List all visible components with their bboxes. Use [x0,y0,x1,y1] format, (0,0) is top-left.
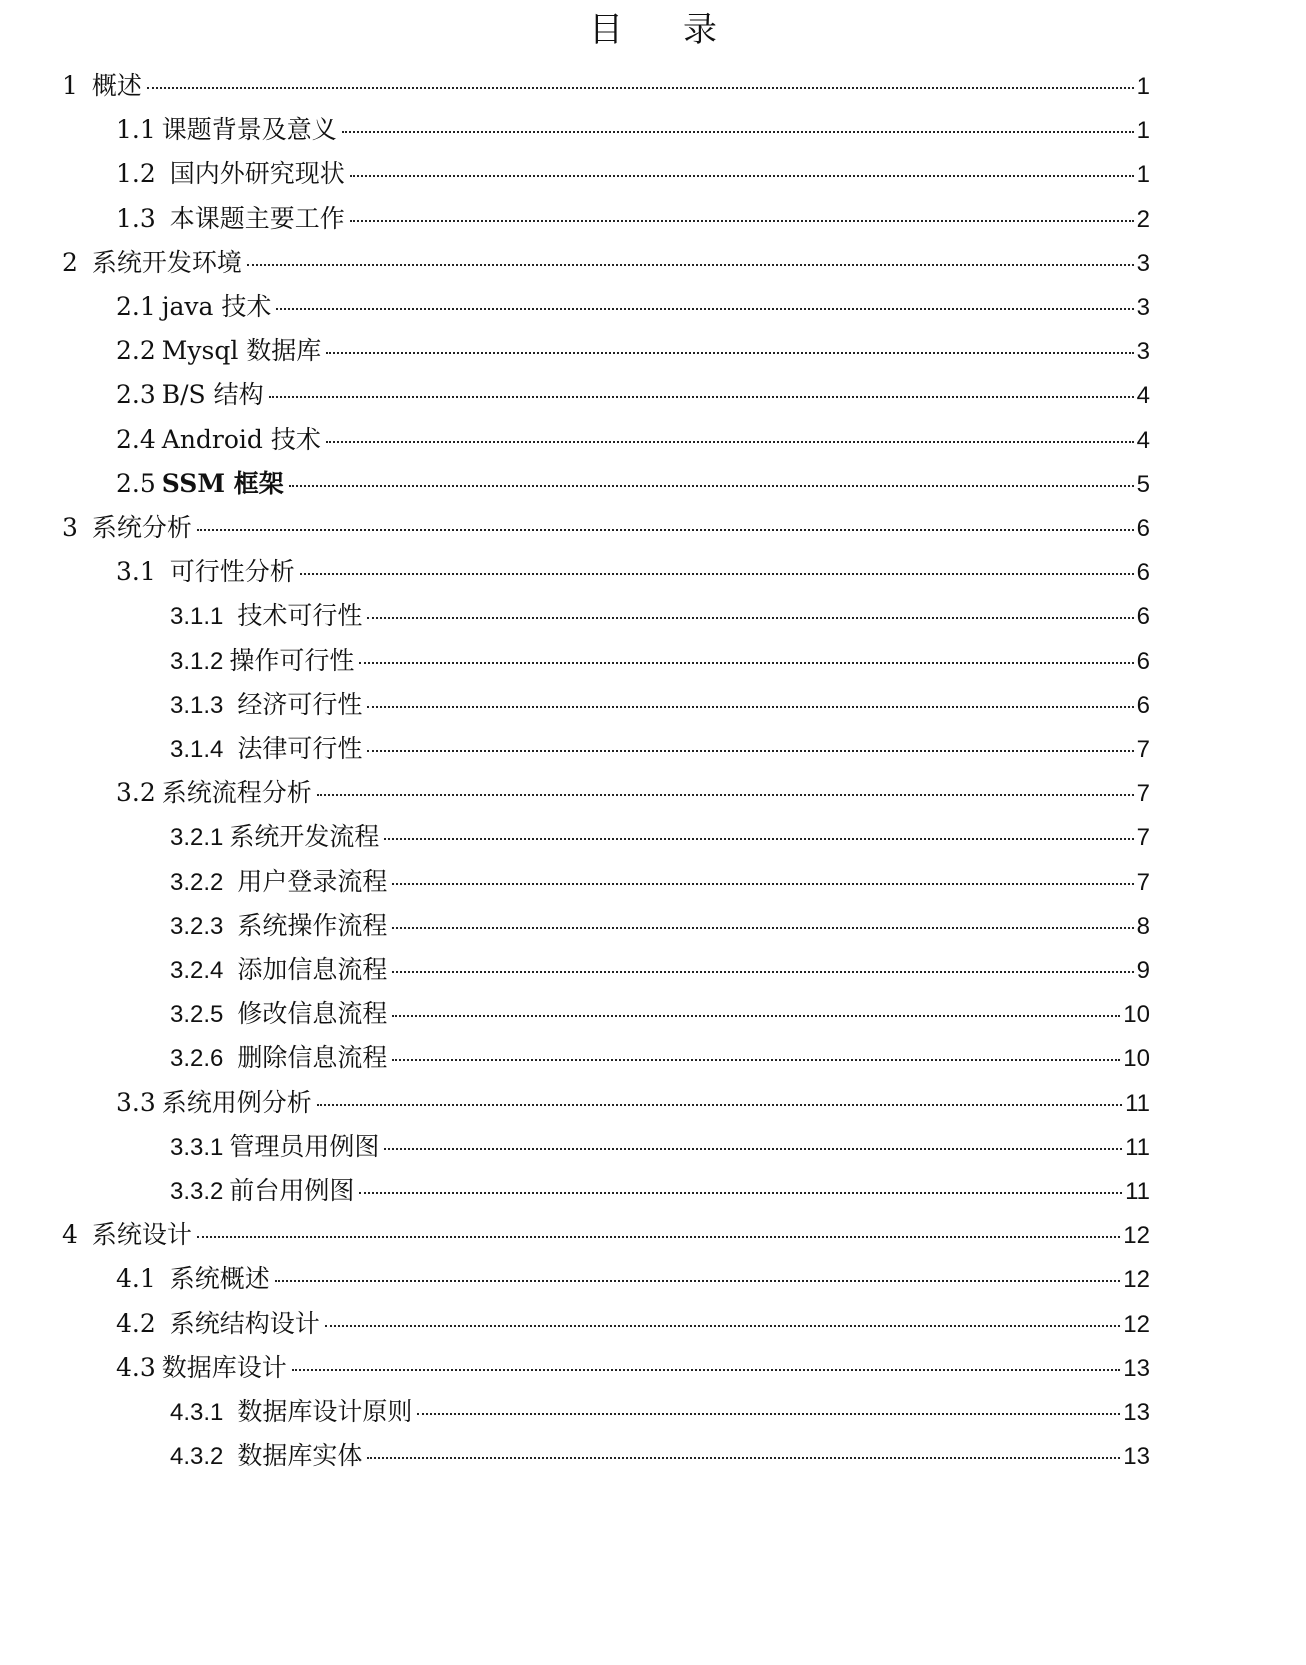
toc-entry-label [170,950,387,991]
toc-entry-text: 经济可行性 [237,689,363,719]
toc-entry-label [170,994,387,1035]
toc-entry-page-number: 6 [1136,559,1150,587]
toc-entry-text: 系统流程分析 [161,778,312,808]
dot-leader [147,87,1134,89]
toc-entry-label [116,1304,320,1344]
dot-leader [247,264,1134,266]
toc-entry-text: Mysql 数据库 [161,336,322,366]
toc-entry-number: 2.5 [116,468,156,498]
toc-entry-label [116,464,284,504]
dot-leader [367,706,1133,708]
toc-entry-page-number: 12 [1123,1310,1150,1338]
toc-entry-number: 3.3 [116,1087,156,1117]
title-char-left: 目 [589,10,623,50]
toc-entry-page-number: 1 [1136,117,1150,145]
dot-leader [350,175,1134,177]
toc-entry-page-number: 1 [1136,161,1150,189]
toc-entry-number: 3.2.5 [170,1001,224,1029]
toc-entry-number: 3.2.1 [170,824,224,852]
toc-entry-label [170,862,387,903]
toc-entry[interactable] [116,375,1150,415]
toc-entry[interactable] [116,199,1150,239]
toc-entry[interactable] [116,1304,1150,1344]
toc-entry-number: 2.4 [116,424,156,454]
toc-entry-label [116,331,321,371]
toc-entry-label [62,66,142,106]
toc-entry-number: 3.2.4 [170,957,224,984]
dot-leader [417,1413,1120,1415]
dot-leader [292,1369,1121,1371]
toc-entry-text: java 技术 [161,292,272,321]
toc-entry-label [170,906,387,947]
toc-entry-text: 数据库实体 [237,1441,363,1471]
toc-entry-page-number: 4 [1136,426,1150,454]
toc-entry-page-number: 4 [1136,382,1150,410]
toc-entry-text: 技术可行性 [237,601,363,631]
toc-entry-page-number: 3 [1136,249,1150,277]
toc-entry-page-number: 7 [1136,824,1150,852]
toc-entry-label [62,508,192,548]
toc-entry-number: 4.3.1 [170,1399,224,1426]
toc-entry[interactable] [62,508,1150,548]
dot-leader [350,220,1134,222]
toc-entry-text: 数据库设计 [161,1352,287,1382]
toc-entry-number: 3.3.2 [170,1178,224,1205]
toc-entry-number: 1.1 [116,115,156,145]
dot-leader [359,1192,1122,1194]
toc-entry-number: 1.3 [116,203,156,233]
dot-leader [317,794,1134,796]
toc-entry-number: 3.1.3 [170,691,224,719]
toc-entry-page-number: 12 [1123,1266,1150,1294]
toc-entry[interactable] [170,1127,1150,1167]
toc-entry[interactable] [170,1038,1150,1078]
toc-entry-text: 国内外研究现状 [169,159,345,189]
toc-entry-page-number: 7 [1136,780,1150,808]
toc-entry-number: 2 [62,247,78,277]
dot-leader [342,131,1134,133]
toc-entry[interactable] [170,817,1150,857]
toc-entry-text: 系统操作流程 [237,910,388,940]
toc-entry-text: 系统用例分析 [161,1087,312,1117]
toc-entry-label [170,1436,362,1477]
toc-entry[interactable] [116,464,1150,504]
title-char-right: 录 [683,10,717,50]
toc-entry-number: 1.2 [116,159,156,189]
toc-entry-text: 本课题主要工作 [169,203,345,233]
toc-entry-number: 3.3.1 [170,1133,224,1161]
dot-leader [392,1059,1120,1061]
toc-entry-label [170,729,362,770]
toc-entry[interactable] [116,287,1150,327]
toc-entry-text: 法律可行性 [237,734,363,763]
dot-leader [325,1325,1121,1327]
toc-entry-text: 可行性分析 [169,557,295,587]
toc-entry-number: 3.1 [116,557,156,587]
toc-entry-label [170,596,362,637]
toc-entry[interactable] [170,685,1150,725]
toc-entry-page-number: 10 [1123,1001,1150,1029]
toc-entry[interactable] [116,773,1150,813]
dot-leader [300,573,1134,575]
dot-leader [269,396,1134,398]
toc-entry-page-number: 3 [1136,338,1150,366]
toc-entry-number: 2.3 [116,380,156,410]
toc-entry[interactable] [170,729,1150,769]
toc-entry[interactable] [170,596,1150,636]
dot-leader [392,971,1133,973]
toc-entry-number: 3.2.6 [170,1045,224,1073]
toc-entry[interactable] [170,1171,1150,1211]
toc-entry-text: 操作可行性 [229,645,355,675]
toc-entry-number: 2.1 [116,292,156,321]
toc-entry-text: 课题背景及意义 [161,115,337,145]
toc-entry-page-number: 8 [1136,912,1150,940]
toc-entry-label [170,685,362,726]
dot-leader [384,1148,1122,1150]
toc-entry-page-number: 5 [1136,470,1150,498]
dot-leader [289,485,1134,487]
toc-entry-text: 系统开发流程 [229,822,380,852]
toc-entry-page-number: 13 [1123,1443,1150,1471]
toc-entry-text: 删除信息流程 [237,1043,388,1073]
toc-entry-page-number: 7 [1136,736,1150,763]
toc-entry-text: B/S 结构 [161,380,264,410]
toc-entry-text: SSM 框架 [161,468,284,498]
toc-entry-text: 系统分析 [91,513,192,542]
toc-entry-page-number: 6 [1136,691,1150,719]
toc-entry[interactable] [170,906,1150,946]
toc-entry-page-number: 10 [1123,1045,1150,1073]
toc-entry-page-number: 12 [1123,1222,1150,1250]
toc-entry[interactable] [116,1259,1150,1299]
toc-entry-label [170,1038,387,1079]
toc-entry-page-number: 9 [1136,957,1150,984]
toc-entry-page-number: 6 [1136,647,1150,675]
toc-entry-label [116,1348,287,1388]
toc-entry[interactable] [116,552,1150,592]
dot-leader [367,617,1133,619]
toc-entry-label [116,773,312,813]
toc-entry-number: 3 [62,513,78,542]
toc-entry[interactable] [170,950,1150,990]
dot-leader [276,308,1133,310]
toc-entry[interactable] [170,994,1150,1034]
toc-entry-text: 概述 [91,71,142,100]
toc-entry-label [170,817,379,858]
toc-entry-number: 1 [62,71,78,100]
toc-entry-page-number: 6 [1136,603,1150,631]
toc-entry-number: 3.2 [116,778,156,808]
toc-entry-text: 修改信息流程 [237,999,388,1029]
toc-entry-label [116,199,345,239]
toc-entry-page-number: 13 [1123,1354,1150,1382]
dot-leader [392,1015,1120,1017]
toc-entry-page-number: 2 [1136,205,1150,233]
toc-entry-number: 3.1.4 [170,736,224,763]
toc-entry-label [62,1215,192,1255]
dot-leader [197,529,1134,531]
toc-entry-text: 用户登录流程 [237,866,388,896]
toc-entry-label [116,287,271,327]
page-title [0,6,1306,54]
toc-entry[interactable] [116,1348,1150,1388]
toc-entry-label [116,1083,312,1123]
toc-entry-text: 添加信息流程 [237,955,388,984]
toc-entry[interactable] [170,862,1150,902]
toc-entry[interactable] [116,110,1150,150]
toc-entry-number: 3.1.1 [170,603,224,631]
dot-leader [317,1104,1122,1106]
dot-leader [326,352,1133,354]
toc-entry-number: 4 [62,1220,78,1250]
dot-leader [367,1457,1120,1459]
toc-entry-label [116,110,337,150]
toc-entry-label [116,552,295,592]
dot-leader [275,1280,1121,1282]
dot-leader [392,883,1133,885]
toc-entry-text: 系统概述 [169,1264,270,1294]
dot-leader [392,927,1133,929]
toc-entry-text: 系统开发环境 [91,247,242,277]
toc-entry-page-number: 11 [1125,1178,1150,1205]
toc-entry[interactable] [116,154,1150,194]
dot-leader [384,838,1133,840]
toc-entry[interactable] [170,1392,1150,1432]
toc-entry-label [116,1259,270,1299]
toc-entry-text: 数据库设计原则 [237,1397,413,1426]
toc-entry-label [62,243,242,283]
toc-entry-page-number: 7 [1136,868,1150,896]
toc-entry[interactable] [62,1215,1150,1255]
toc-entry-page-number: 11 [1125,1133,1150,1161]
toc-entry-label [116,154,345,194]
toc-entry[interactable] [62,66,1150,106]
dot-leader [367,750,1133,752]
toc-entry-label [170,1127,379,1168]
toc-entry[interactable] [116,420,1150,460]
dot-leader [197,1236,1120,1238]
toc-entry[interactable] [62,243,1150,283]
toc-entry-number: 3.2.3 [170,912,224,940]
toc-entry-label [116,420,321,460]
toc-entry-number: 4.2 [116,1308,156,1338]
toc-entry-text: 前台用例图 [229,1176,355,1205]
toc-entry-number: 3.2.2 [170,868,224,896]
toc-entry-page-number: 13 [1123,1399,1150,1426]
toc-entry[interactable] [116,1083,1150,1123]
toc-entry-text: 系统设计 [91,1220,192,1250]
toc-entry[interactable] [170,1436,1150,1476]
toc-entry-number: 4.3.2 [170,1443,224,1471]
toc-entry-page-number: 3 [1136,294,1150,321]
toc-entry-label [170,1171,354,1212]
toc-entry-number: 4.1 [116,1264,156,1294]
toc-entry-text: 系统结构设计 [169,1308,320,1338]
toc-entry[interactable] [170,641,1150,681]
toc-entry-number: 4.3 [116,1352,156,1382]
toc-entry[interactable] [116,331,1150,371]
toc-entry-label [170,641,354,682]
dot-leader [359,662,1133,664]
toc-entry-text: Android 技术 [161,424,321,454]
toc-entry-number: 2.2 [116,336,156,366]
toc-entry-label [116,375,264,415]
toc-entry-page-number: 6 [1136,515,1150,542]
toc-entry-text: 管理员用例图 [229,1131,380,1161]
dot-leader [326,441,1134,443]
toc-entry-page-number: 11 [1125,1089,1150,1117]
toc-entry-page-number: 1 [1136,73,1150,100]
toc-entry-label [170,1392,412,1433]
toc-entry-number: 3.1.2 [170,647,224,675]
